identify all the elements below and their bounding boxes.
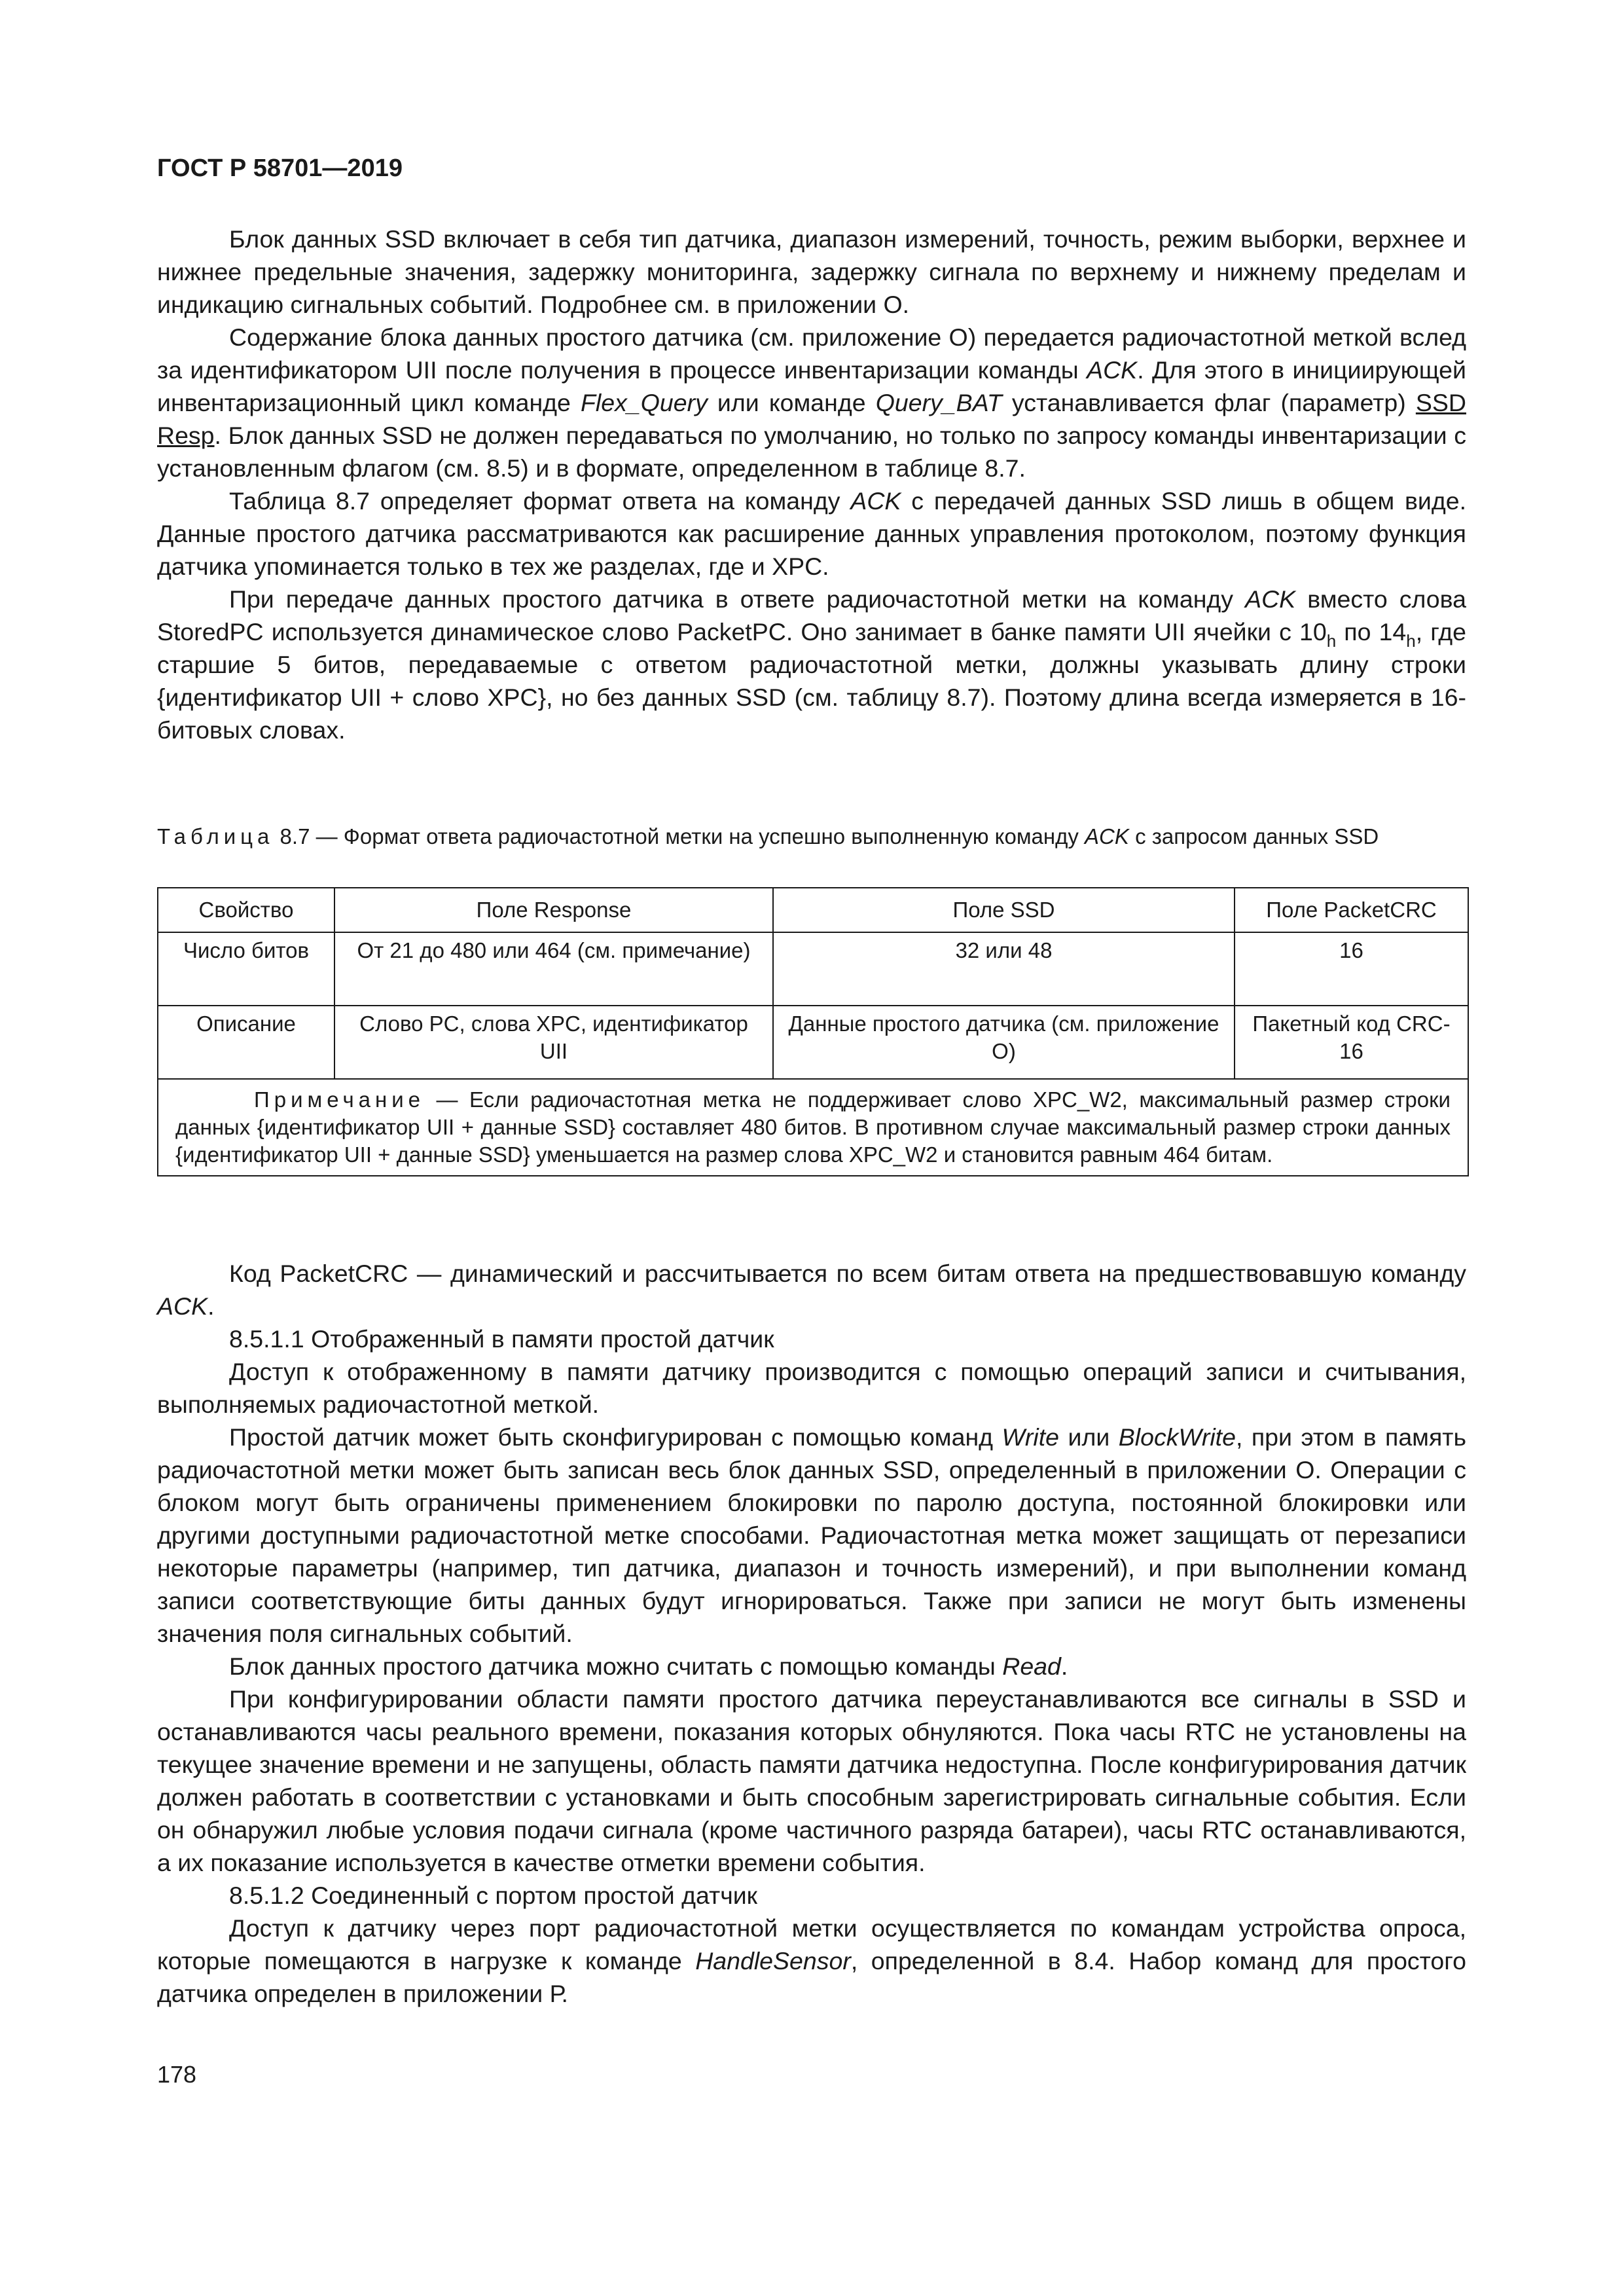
section-heading-port-connected: 8.5.1.2 Соединенный с портом простой датчик xyxy=(229,1882,758,1909)
paragraph-packetpc: При передаче данных простого датчика в ответе радиочастотной метки на команду ACK вместо слова StoredPC используется динамическое слово PacketPC. Оно занимает в банке памяти UII ячейки с $10_h$ по $14_h$, где старшие 5 битов, передаваемые с ответом радиочастотной метки, должны указывать длину строки {идентификатор UII + слово XPC}, но без данных SSD (см. таблицу 8.7). Поэтому длина всегда измеряется в 16-битовых словах. xyxy=(157,585,1466,744)
paragraph-ssd-content: Содержание блока данных простого датчика (см. приложение О) передается радиочастотной меткой вслед за идентификатором UII после получения в процессе инвентаризации команды ACK. Для этого в инициирующей инвентаризационный цикл команде Flex_Query или команде Query_BAT устанавливается флаг (параметр) SSD Resp. Блок данных SSD не должен передаваться по умолчанию, но только по запросу команды инвентаризации с установленным флагом (см. 8.5) и в формате, определенном в таблице 8.7. xyxy=(157,323,1466,482)
document-header: ГОСТ Р 58701—2019 xyxy=(157,155,403,182)
table-cell: 32 или 48 xyxy=(773,932,1235,1006)
table-caption: Таблица 8.7 — Формат ответа радиочастотной метки на успешно выполненную команду ACK с запросом данных SSD xyxy=(157,824,1379,848)
table-note: Примечание — Если радиочастотная метка не поддерживает слово XPC_W2, максимальный размер строки данных {идентификатор UII + данные SSD} составляет 480 битов. В противном случае максимальный размер строки данных {идентификатор UII + данные SSD} уменьшается на размер слова XPC_W2 и становится равным 464 битам. xyxy=(158,1079,1468,1176)
table-header-cell: Поле SSD xyxy=(773,888,1235,932)
paragraph-port-access: Доступ к датчику через порт радиочастотной метки осуществляется по командам устройства опроса, которые помещаются в нагрузке к команде HandleSensor, определенной в 8.4. Набор команд для простого датчика определен в приложении Р. xyxy=(157,1914,1466,2007)
ssd-resp-link[interactable]: SSD Resp xyxy=(157,389,1466,449)
table-cell: Слово PC, слова XPC, идентификатор UII xyxy=(334,1006,773,1079)
paragraph-configuration: Простой датчик может быть сконфигурирован с помощью команд Write или BlockWrite, при этом в память радиочастотной метки может быть записан весь блок данных SSD, определенный в приложении О. Операции с блоком могут быть ограничены применением блокировки по паролю доступа, постоянной блокировки или другими доступными радиочастотной метке способами. Радиочастотная метка может защищать от перезаписи некоторые параметры (например, тип датчика, диапазон и точность измерений), и при выполнении команд записи соответствующие биты данных будут игнорироваться. Также при записи не могут быть изменены значения поля сигнальных событий. xyxy=(157,1423,1466,1647)
command-write: Write xyxy=(1001,1423,1060,1451)
paragraph-packetcrc: Код PacketCRC — динамический и рассчитывается по всем битам ответа на предшествовавшую команду ACK. xyxy=(157,1260,1466,1320)
table-cell: От 21 до 480 или 464 (см. примечание) xyxy=(334,932,773,1006)
table-cell: Описание xyxy=(158,1006,334,1079)
paragraph-rtc: При конфигурировании области памяти простого датчика переустанавливаются все сигналы в SSD и останавливаются часы реального времени, показания которых обнуляются. Пока часы RTC не установлены на текущее значение времени и не запущены, область памяти датчика недоступна. После конфигурирования датчик должен работать в соответствии с установками и быть способным зарегистрировать сигнальные события. Если он обнаружил любые условия подачи сигнала (кроме частичного разряда батареи), часы RTC останавливаются, а их показание используется в качестве отметки времени события. xyxy=(157,1685,1466,1876)
table-header-cell: Поле PacketCRC xyxy=(1235,888,1468,932)
section-heading-memory-mapped: 8.5.1.1 Отображенный в памяти простой датчик xyxy=(229,1325,774,1353)
paragraph-ssd-block: Блок данных SSD включает в себя тип датчика, диапазон измерений, точность, режим выборки, верхнее и нижнее предельные значения, задержку мониторинга, задержку сигнала по верхнему и нижнему пределам и индикацию сигнальных событий. Подробнее см. в приложении О. xyxy=(157,225,1466,318)
table-cell: Данные простого датчика (см. приложение О) xyxy=(773,1006,1235,1079)
command-handlesensor: HandleSensor xyxy=(695,1947,851,1975)
command-query-bat: Query_BAT xyxy=(875,389,1002,416)
paragraph-read: Блок данных простого датчика можно считать с помощью команды Read. xyxy=(229,1652,1068,1680)
command-ack: ACK xyxy=(1245,585,1296,613)
table-cell: 16 xyxy=(1235,932,1468,1006)
page-number: 178 xyxy=(157,2061,197,2088)
table-cell: Число битов xyxy=(158,932,334,1006)
table-row xyxy=(158,1006,1468,1079)
command-flex-query: Flex_Query xyxy=(581,389,708,416)
command-ack: ACK xyxy=(850,487,901,515)
table-header-cell: Поле Response xyxy=(334,888,773,932)
response-format-table xyxy=(157,887,1469,1176)
table-header-row xyxy=(158,888,1468,932)
paragraph-table-intro: Таблица 8.7 определяет формат ответа на команду ACK с передачей данных SSD лишь в общем виде. Данные простого датчика рассматриваются как расширение данных управления протоколом, поэтому функция датчика упоминается только в тех же разделах, где и XPC. xyxy=(157,487,1466,580)
command-ack: ACK xyxy=(157,1292,208,1320)
table-note-row xyxy=(158,1079,1468,1176)
command-blockwrite: BlockWrite xyxy=(1118,1423,1236,1451)
table-cell: Пакетный код CRC-16 xyxy=(1235,1006,1468,1079)
main-section xyxy=(157,1257,1466,2010)
command-read: Read xyxy=(1002,1652,1061,1680)
paragraph-memory-access: Доступ к отображенному в памяти датчику производится с помощью операций записи и считывания, выполняемых радиочастотной меткой. xyxy=(157,1358,1466,1418)
intro-section xyxy=(157,223,1466,746)
table-row xyxy=(158,932,1468,1006)
table-header-cell: Свойство xyxy=(158,888,334,932)
command-ack: ACK xyxy=(1087,356,1138,384)
